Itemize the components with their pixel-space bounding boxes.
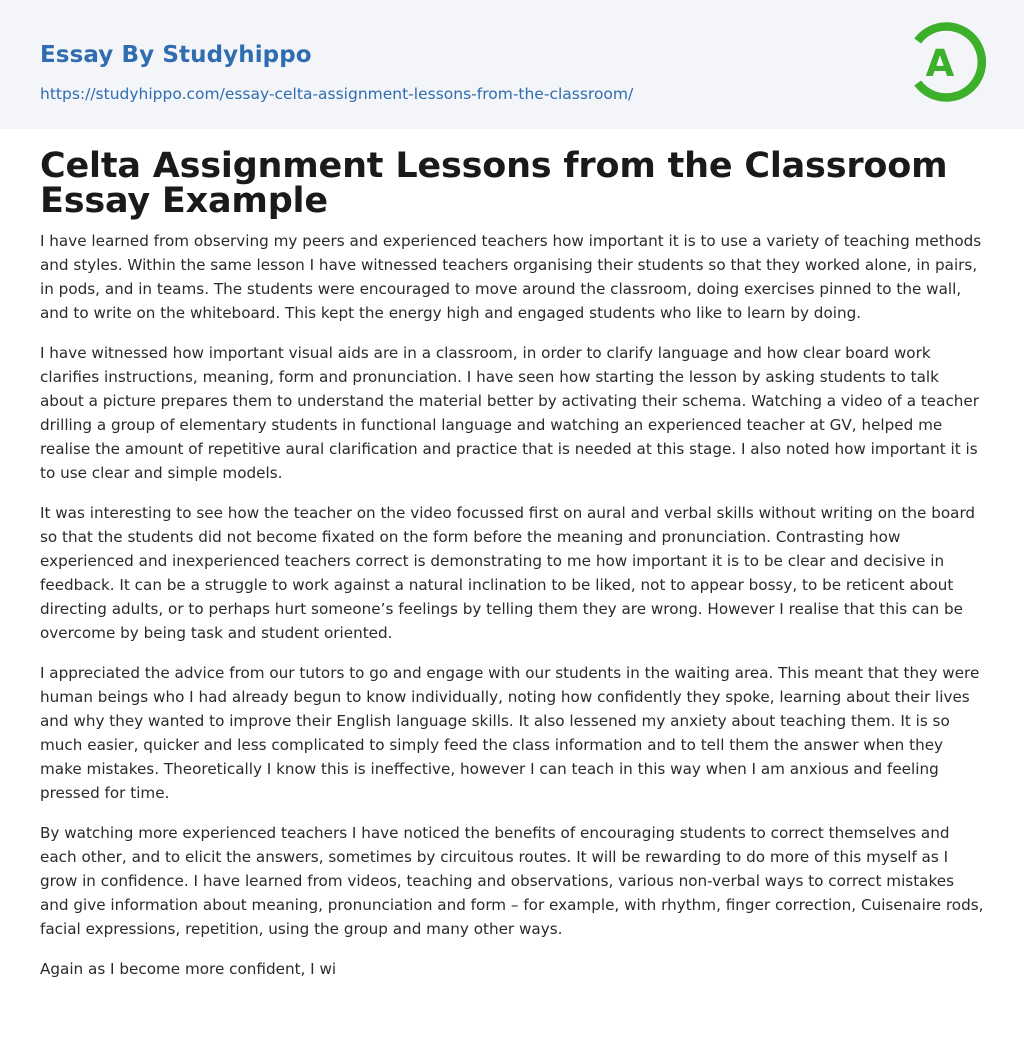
essay-paragraph: Again as I become more confident, I wi <box>40 960 337 978</box>
essay-paragraph: It was interesting to see how the teacher on the video focussed first on aural and verbal skills without writing on the board so that the students did not become fixated on the form before the meaning and pronunciation. Contrasting how experienced and inexperienced teachers correct is demonstrating to me how important it is to be clear and decisive in feedback. It can be a struggle to work against a natural inclination to be liked, not to appear bossy, to be reticent about directing adults, or to perhaps hurt someone’s feelings by telling them they are wrong. However I realise that this can be overcome by being task and student oriented. <box>40 504 976 642</box>
brand-name[interactable]: Essay By Studyhippo <box>40 42 312 68</box>
studyhippo-logo-icon[interactable] <box>912 19 986 105</box>
essay-body <box>40 229 984 981</box>
essay-paragraph: By watching more experienced teachers I have noticed the benefits of encouraging students to correct themselves and each other, and to elicit the answers, sometimes by circuitous routes. It will be rewarding to do more of this myself as I grow in confidence. I have learned from videos, teaching and observations, various non-verbal ways to correct mistakes and give information about meaning, pronunciation and form – for example, with rhythm, finger correction, Cuisenaire rods, facial expressions, repetition, using the group and many other ways. <box>40 824 984 938</box>
essay-paragraph: I have witnessed how important visual aids are in a classroom, in order to clarify language and how clear board work clarifies instructions, meaning, form and pronunciation. I have seen how starting the lesson by asking students to talk about a picture prepares them to understand the material better by activating their schema. Watching a video of a teacher drilling a group of elementary students in functional language and watching an experienced teacher at GV, helped me realise the amount of repetitive aural clarification and practice that is needed at this stage. I also noted how important it is to use clear and simple models. <box>40 344 980 482</box>
article-title: Celta Assignment Lessons from the Classroom Essay Example <box>40 146 948 221</box>
essay-paragraph: I appreciated the advice from our tutors to go and engage with our students in the waiting area. This meant that they were human beings who I had already begun to know individually, noting how confidently they spoke, learning about their lives and why they wanted to improve their English language skills. It also lessened my anxiety about teaching them. It is so much easier, quicker and less complicated to simply feed the class information and to tell them the answer when they make mistakes. Theoretically I know this is ineffective, however I can teach in this way when I am anxious and feeling pressed for time. <box>40 664 980 802</box>
source-url-link[interactable]: https://studyhippo.com/essay-celta-assignment-lessons-from-the-classroom/ <box>40 85 634 103</box>
essay-paragraph: I have learned from observing my peers and experienced teachers how important it is to use a variety of teaching methods and styles. Within the same lesson I have witnessed teachers organising their students so that they worked alone, in pairs, in pods, and in teams. The students were encouraged to move around the classroom, doing exercises pinned to the wall, and to write on the whiteboard. This kept the energy high and engaged students who like to learn by doing. <box>40 232 982 322</box>
article <box>0 146 1024 981</box>
site-header <box>0 0 1024 129</box>
logo-letter: A <box>925 42 955 85</box>
